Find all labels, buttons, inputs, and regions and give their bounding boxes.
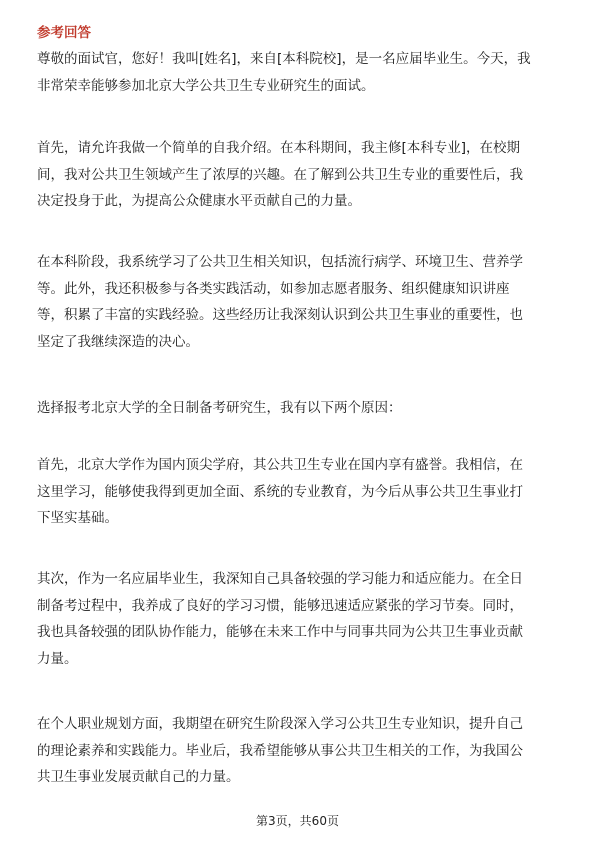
paragraph-line: 选择报考北京大学的全日制备考研究生，我有以下两个原因： [37, 400, 402, 416]
paragraph-line: 首先，北京大学作为国内顶尖学府，其公共卫生专业在国内享有盛誉。我相信，在 [37, 457, 523, 473]
paragraph-line: 坚定了我继续深造的决心。 [37, 333, 199, 350]
paragraph-self-introduction [37, 135, 559, 215]
paragraph-line: 其次，作为一名应届毕业生，我深知自己具备较强的学习能力和适应能力。在全日 [37, 571, 523, 587]
paragraph-reasons-intro [37, 395, 559, 422]
paragraph-reason-one [37, 452, 559, 532]
paragraph-line: 非常荣幸能够参加北京大学公共卫生专业研究生的面试。 [37, 77, 375, 94]
paragraph-line: 首先，请允许我做一个简单的自我介绍。在本科期间，我主修[本科专业]，在校期 [37, 140, 521, 156]
paragraph-line: 尊敬的面试官，您好！我叫[姓名]，来自[本科院校]，是一名应届毕业生。今天，我 [37, 51, 531, 67]
paragraph-line: 在本科阶段，我系统学习了公共卫生相关知识，包括流行病学、环境卫生、营养学 [37, 254, 523, 270]
paragraph-line: 决定投身于此，为提高公众健康水平贡献自己的力量。 [37, 193, 361, 209]
paragraph-line: 下坚实基础。 [37, 510, 118, 526]
paragraph-intro [37, 46, 559, 99]
page-number: 第3页，共60页 [256, 814, 339, 828]
paragraph-line: 在个人职业规划方面，我期望在研究生阶段深入学习公共卫生专业知识，提升自己 [37, 716, 523, 732]
paragraph-undergraduate [37, 249, 559, 355]
paragraph-line: 等，积累了丰富的实践经验。这些经历让我深刻认识到公共卫生事业的重要性，也 [37, 307, 523, 323]
paragraph-line: 制备考过程中，我养成了良好的学习习惯，能够迅速适应紧张的学习节奏。同时， [37, 597, 523, 614]
paragraph-line: 我也具备较强的团队协作能力，能够在未来工作中与同事共同为公共卫生事业贡献 [37, 624, 523, 640]
paragraph-line: 力量。 [37, 650, 78, 667]
paragraph-line: 共卫生事业发展贡献自己的力量。 [37, 769, 240, 785]
paragraph-line: 的理论素养和实践能力。毕业后，我希望能够从事公共卫生相关的工作，为我国公 [37, 742, 523, 759]
paragraph-reason-two [37, 566, 559, 672]
paragraph-line: 间，我对公共卫生领域产生了浓厚的兴趣。在了解到公共卫生专业的重要性后，我 [37, 166, 523, 183]
section-heading: 参考回答 [37, 25, 91, 41]
paragraph-line: 等。此外，我还积极参与各类实践活动，如参加志愿者服务、组织健康知识讲座 [37, 280, 510, 297]
paragraph-career-plan [37, 711, 559, 791]
paragraph-line: 这里学习，能够使我得到更加全面、系统的专业教育，为今后从事公共卫生事业打 [37, 483, 523, 500]
